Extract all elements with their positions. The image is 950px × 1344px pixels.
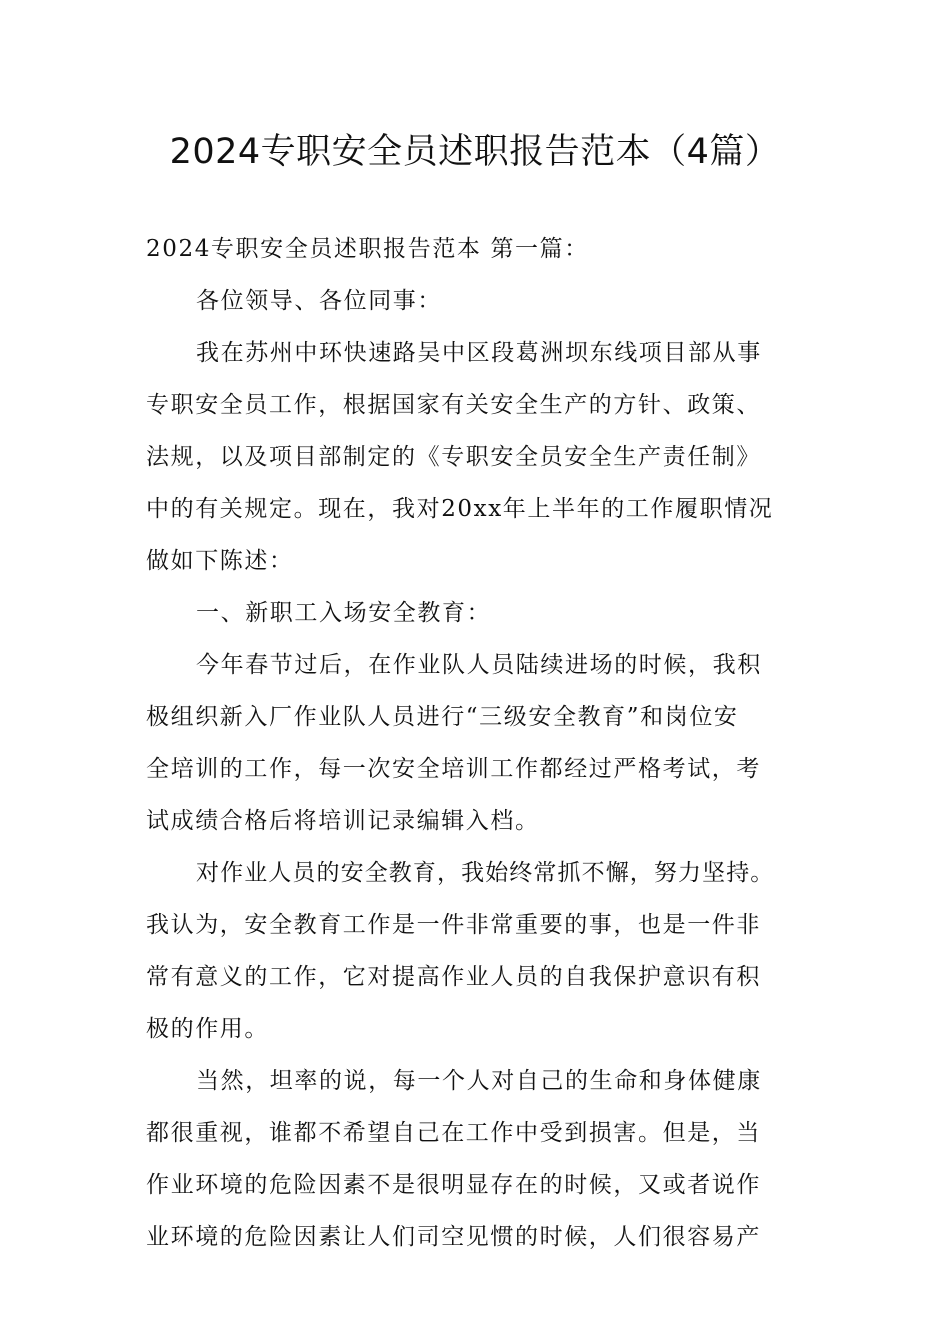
paragraph-line: 今年春节过后，在作业队人员陆续进场的时候，我积 [196,652,762,678]
paragraph-line: 极组织新入厂作业队人员进行“三级安全教育”和岗位安 [146,704,739,730]
paragraph-line: 常有意义的工作，它对提高作业人员的自我保护意识有积 [146,964,761,990]
paragraph-line: 全培训的工作，每一次安全培训工作都经过严格考试，考 [146,756,761,782]
subsection-heading: 一、新职工入场安全教育： [196,600,492,626]
document-title: 2024专职安全员述职报告范本（4篇） [169,132,781,172]
paragraph-line: 都很重视，谁都不希望自己在工作中受到损害。但是，当 [146,1120,761,1146]
paragraph-line: 我认为，安全教育工作是一件非常重要的事，也是一件非 [146,912,761,938]
paragraph-line: 法规，以及项目部制定的《专职安全员安全生产责任制》 [146,444,761,470]
paragraph-line: 业环境的危险因素让人们司空见惯的时候，人们很容易产 [146,1224,761,1250]
paragraph-line: 做如下陈述： [146,548,294,574]
paragraph-line: 试成绩合格后将培训记录编辑入档。 [146,808,540,834]
paragraph-line: 专职安全员工作，根据国家有关安全生产的方针、政策、 [146,392,761,418]
paragraph-line: 当然，坦率的说，每一个人对自己的生命和身体健康 [196,1068,762,1094]
paragraph-line: 对作业人员的安全教育，我始终常抓不懈，努力坚持。 [196,860,775,886]
salutation: 各位领导、各位同事： [196,288,442,314]
paragraph-line: 我在苏州中环快速路吴中区段葛洲坝东线项目部从事 [196,340,762,366]
section-heading: 2024专职安全员述职报告范本 第一篇： [146,236,589,262]
paragraph-line: 极的作用。 [146,1016,269,1042]
paragraph-line: 作业环境的危险因素不是很明显存在的时候，又或者说作 [146,1172,761,1198]
paragraph-line: 中的有关规定。现在，我对20xx年上半年的工作履职情况 [146,496,774,522]
